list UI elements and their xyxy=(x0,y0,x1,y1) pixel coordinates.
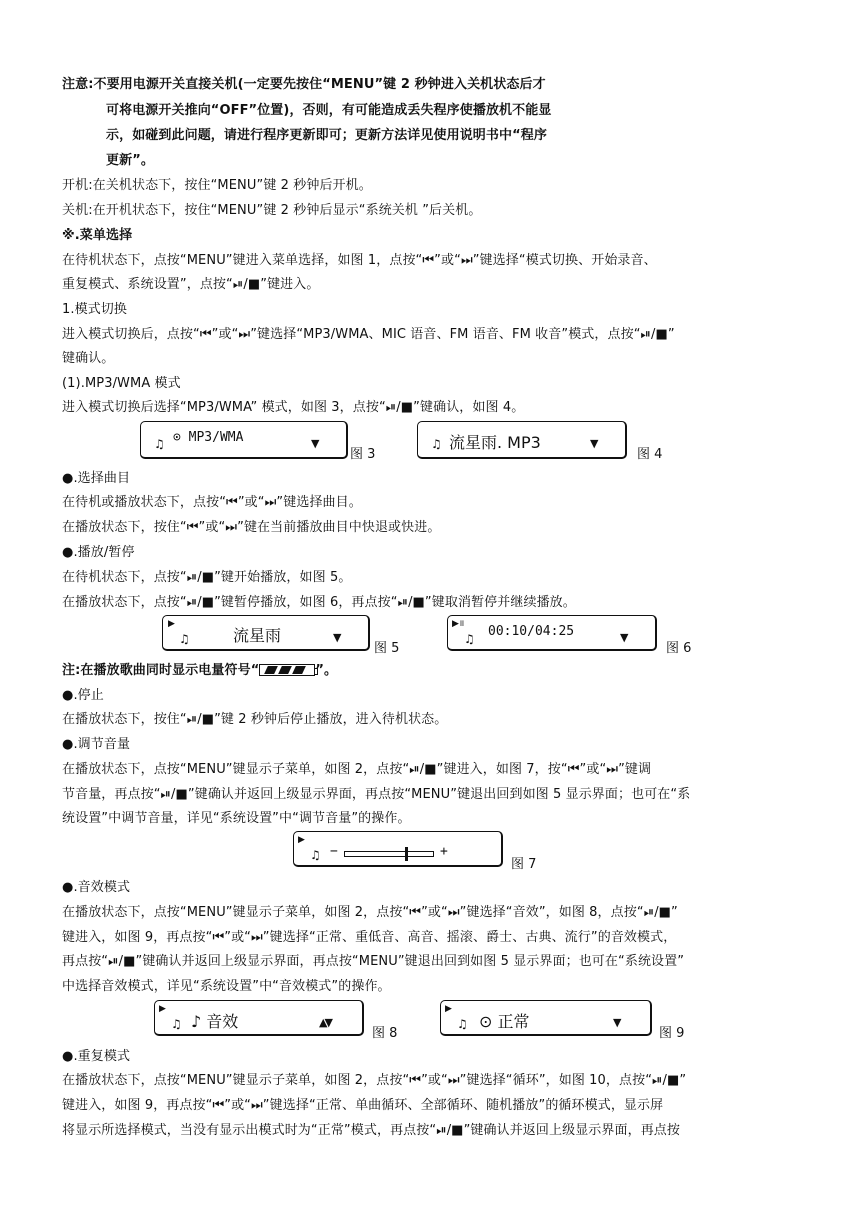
eq-heading: ●.音效模式 xyxy=(62,880,131,895)
mode-paragraph-2: 键确认。 xyxy=(62,351,115,366)
fig8-text: ♪ 音效 xyxy=(191,1012,239,1031)
volume-knob xyxy=(405,847,408,861)
stop-paragraph-1: 在播放状态下，按住“⏯/■”键 2 秒钟后停止播放，进入待机状态。 xyxy=(62,712,448,727)
menu-paragraph-2: 重复模式、系统设置”，点按“⏯/■”键进入。 xyxy=(62,277,320,292)
volume-paragraph-2: 节音量，再点按“⏯/■”键确认并返回上级显示界面，再点按“MENU”键退出回到如图 5 显示界面；也可在“系 xyxy=(62,787,691,802)
menu-paragraph-1: 在待机状态下，点按“MENU”键进入菜单选择，如图 1，点按“⏮”或“⏭”键选择“模式切换、开始录音、 xyxy=(62,253,657,268)
play-paragraph-1: 在待机状态下，点按“⏯/■”键开始播放，如图 5。 xyxy=(62,570,352,585)
power-on-text: 开机:在关机状态下，按住“MENU”键 2 秒钟后开机。 xyxy=(62,178,372,193)
menu-heading: ※.菜单选择 xyxy=(62,228,133,243)
mode-paragraph-1: 进入模式切换后，点按“⏮”或“⏭”键选择“MP3/WMA、MIC 语音、FM 语音、FM 收音”模式，点按“⏯/■” xyxy=(62,327,675,342)
battery-note-text-b: ”。 xyxy=(315,663,338,678)
fig3-caption: 图 3 xyxy=(350,447,376,462)
fig9-lcd xyxy=(440,1000,652,1036)
up-down-arrow-icon: ▲▼ xyxy=(319,1016,330,1029)
fig9-caption: 图 9 xyxy=(659,1026,685,1041)
mp3-heading: (1).MP3/WMA 模式 xyxy=(62,376,181,391)
mp3-paragraph-1: 进入模式切换后选择“MP3/WMA” 模式，如图 3，点按“⏯/■”键确认，如图 4。 xyxy=(62,400,525,415)
fig5-caption: 图 5 xyxy=(374,641,400,656)
notice-line-4: 更新”。 xyxy=(106,153,154,168)
notice-line-1: 注意:不要用电源开关直接关机(一定要先按住“MENU”键 2 秒钟进入关机状态后才 xyxy=(62,77,546,92)
repeat-paragraph-3: 将显示所选择模式，当没有显示出模式时为“正常”模式，再点按“⏯/■”键确认并返回上级显示界面，再点按 xyxy=(62,1123,681,1138)
music-note-icon: ♫ xyxy=(310,848,321,862)
volume-paragraph-1: 在播放状态下，点按“MENU”键显示子菜单，如图 2，点按“⏯/■”键进入，如图 7，按“⏮”或“⏭”键调 xyxy=(62,762,652,777)
down-arrow-icon: ▼ xyxy=(311,437,320,450)
battery-note xyxy=(62,662,337,680)
fig4-caption: 图 4 xyxy=(637,447,663,462)
notice-line-3: 示，如碰到此问题，请进行程序更新即可；更新方法详见使用说明书中“程序 xyxy=(106,128,547,143)
fig6-lcd xyxy=(447,615,657,651)
play-icon: ▶ xyxy=(159,1004,166,1014)
select-heading: ●.选择曲目 xyxy=(62,471,131,486)
fig7-lcd xyxy=(293,831,503,867)
down-arrow-icon: ▼ xyxy=(333,631,342,644)
play-heading: ●.播放/暂停 xyxy=(62,545,135,560)
eq-paragraph-1: 在播放状态下，点按“MENU”键显示子菜单，如图 2，点按“⏮”或“⏭”键选择“音效”，如图 8，点按“⏯/■” xyxy=(62,905,678,920)
play-icon: ▶ xyxy=(298,835,305,845)
volume-heading: ●.调节音量 xyxy=(62,737,131,752)
eq-paragraph-2: 键进入，如图 9，再点按“⏮”或“⏭”键选择“正常、重低音、高音、摇滚、爵士、古典、流行”的音效模式， xyxy=(62,930,677,945)
fig7-caption: 图 7 xyxy=(511,857,537,872)
select-paragraph-2: 在播放状态下，按住“⏮”或“⏭”键在当前播放曲目中快退或快进。 xyxy=(62,520,441,535)
volume-paragraph-3: 统设置”中调节音量，详见“系统设置”中“调节音量”的操作。 xyxy=(62,811,411,826)
music-note-icon: ♫ xyxy=(431,437,442,451)
down-arrow-icon: ▼ xyxy=(590,437,599,450)
fig3-lcd xyxy=(140,421,348,459)
select-paragraph-1: 在待机或播放状态下，点按“⏮”或“⏭”键选择曲目。 xyxy=(62,495,362,510)
down-arrow-icon: ▼ xyxy=(620,631,629,644)
volume-plus-label: + xyxy=(440,844,448,859)
fig8-lcd xyxy=(154,1000,364,1036)
play-pause-icon: ▶॥ xyxy=(452,619,465,629)
eq-paragraph-3: 再点按“⏯/■”键确认并返回上级显示界面，再点按“MENU”键退出回到如图 5 显示界面；也可在“系统设置” xyxy=(62,954,685,969)
music-note-icon: ♫ xyxy=(464,632,475,646)
fig5-text: 流星雨 xyxy=(233,626,282,645)
fig5-lcd xyxy=(162,615,370,651)
down-arrow-icon: ▼ xyxy=(613,1016,622,1029)
play-icon: ▶ xyxy=(445,1004,452,1014)
volume-slider xyxy=(344,851,434,857)
play-paragraph-2: 在播放状态下，点按“⏯/■”键暂停播放，如图 6，再点按“⏯/■”键取消暂停并继续播放。 xyxy=(62,595,576,610)
mode-heading: 1.模式切换 xyxy=(62,302,128,317)
fig4-lcd xyxy=(417,421,627,459)
stop-heading: ●.停止 xyxy=(62,688,104,703)
volume-minus-label: − xyxy=(330,844,338,859)
music-note-icon: ♫ xyxy=(171,1017,182,1031)
fig6-text: 00:10/04:25 xyxy=(488,624,575,639)
repeat-paragraph-1: 在播放状态下，点按“MENU”键显示子菜单，如图 2，点按“⏮”或“⏭”键选择“循环”，如图 10，点按“⏯/■” xyxy=(62,1073,687,1088)
music-note-icon: ♫ xyxy=(179,632,190,646)
eq-paragraph-4: 中选择音效模式，详见“系统设置”中“音效模式”的操作。 xyxy=(62,979,391,994)
fig9-text: ⊙ 正常 xyxy=(479,1012,530,1031)
battery-icon xyxy=(259,664,315,676)
fig6-caption: 图 6 xyxy=(666,641,692,656)
play-icon: ▶ xyxy=(168,619,175,629)
repeat-heading: ●.重复模式 xyxy=(62,1049,131,1064)
fig4-text: 流星雨. MP3 xyxy=(449,433,541,452)
repeat-paragraph-2: 键进入，如图 9，再点按“⏮”或“⏭”键选择“正常、单曲循环、全部循环、随机播放”的循环模式，显示屏 xyxy=(62,1098,664,1113)
music-note-icon: ♫ xyxy=(457,1017,468,1031)
music-note-icon: ♫ xyxy=(154,437,165,451)
fig8-caption: 图 8 xyxy=(372,1026,398,1041)
fig3-text: ⊙ MP3/WMA xyxy=(173,430,244,445)
notice-line-2: 可将电源开关推向“OFF”位置)，否则，有可能造成丢失程序使播放机不能显 xyxy=(106,103,552,118)
power-off-text: 关机:在开机状态下，按住“MENU”键 2 秒钟后显示“系统关机 ”后关机。 xyxy=(62,203,482,218)
battery-note-text-a: 注:在播放歌曲同时显示电量符号“ xyxy=(62,663,260,678)
